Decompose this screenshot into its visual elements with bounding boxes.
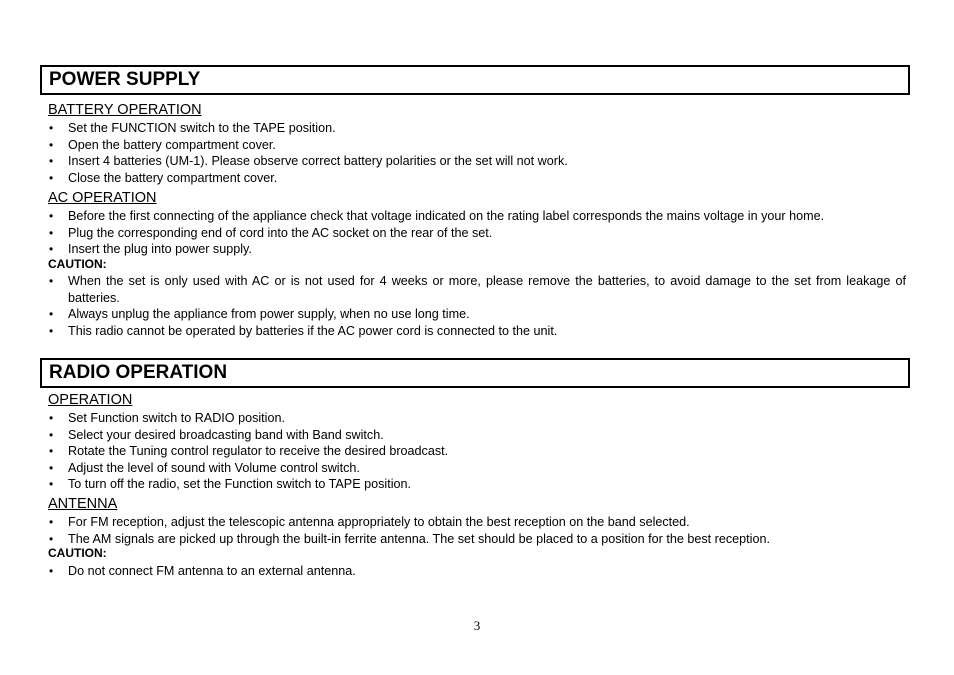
caution-label-radio: CAUTION: xyxy=(48,546,107,560)
list-item: • Always unplug the appliance from power supply, when no use long time. xyxy=(48,306,906,323)
subheading-operation: OPERATION xyxy=(48,392,133,408)
list-item: • Set the FUNCTION switch to the TAPE position. xyxy=(48,120,906,137)
caution-label-power: CAUTION: xyxy=(48,257,107,271)
radio-operation-list xyxy=(48,410,906,493)
list-item: • Insert the plug into power supply. xyxy=(48,241,906,258)
subheading-battery-operation: BATTERY OPERATION xyxy=(48,102,202,118)
list-item: • For FM reception, adjust the telescopic antenna appropriately to obtain the best reception on the band selected. xyxy=(48,514,906,531)
list-item: • Adjust the level of sound with Volume control switch. xyxy=(48,460,906,477)
list-item: • The AM signals are picked up through the built-in ferrite antenna. The set should be placed to a position for the best reception. xyxy=(48,531,906,548)
antenna-list xyxy=(48,514,906,547)
list-item: • Close the battery compartment cover. xyxy=(48,170,906,187)
subheading-ac-operation: AC OPERATION xyxy=(48,190,157,206)
list-item: • Rotate the Tuning control regulator to receive the desired broadcast. xyxy=(48,443,906,460)
list-item: • Insert 4 batteries (UM-1). Please observe correct battery polarities or the set will not work. xyxy=(48,153,906,170)
caution-list-radio xyxy=(48,563,906,580)
list-item: • When the set is only used with AC or is not used for 4 weeks or more, please remove the batteries, to avoid damage to the set from leakage of batteries. xyxy=(48,273,906,306)
list-item: • To turn off the radio, set the Function switch to TAPE position. xyxy=(48,476,906,493)
section-title-power-supply: POWER SUPPLY xyxy=(40,65,910,95)
list-item: • Open the battery compartment cover. xyxy=(48,137,906,154)
list-item: • Set Function switch to RADIO position. xyxy=(48,410,906,427)
list-item: • Do not connect FM antenna to an external antenna. xyxy=(48,563,906,580)
battery-operation-list xyxy=(48,120,906,186)
list-item: • Select your desired broadcasting band with Band switch. xyxy=(48,427,906,444)
list-item: • Before the first connecting of the appliance check that voltage indicated on the rating label corresponds the mains voltage in your home. xyxy=(48,208,906,225)
list-item: • Plug the corresponding end of cord into the AC socket on the rear of the set. xyxy=(48,225,906,242)
page-number: 3 xyxy=(473,618,481,633)
caution-list-power xyxy=(48,273,906,339)
subheading-antenna: ANTENNA xyxy=(48,496,118,512)
list-item: • This radio cannot be operated by batteries if the AC power cord is connected to the unit. xyxy=(48,323,906,340)
ac-operation-list xyxy=(48,208,906,258)
section-title-radio-operation: RADIO OPERATION xyxy=(40,358,910,388)
